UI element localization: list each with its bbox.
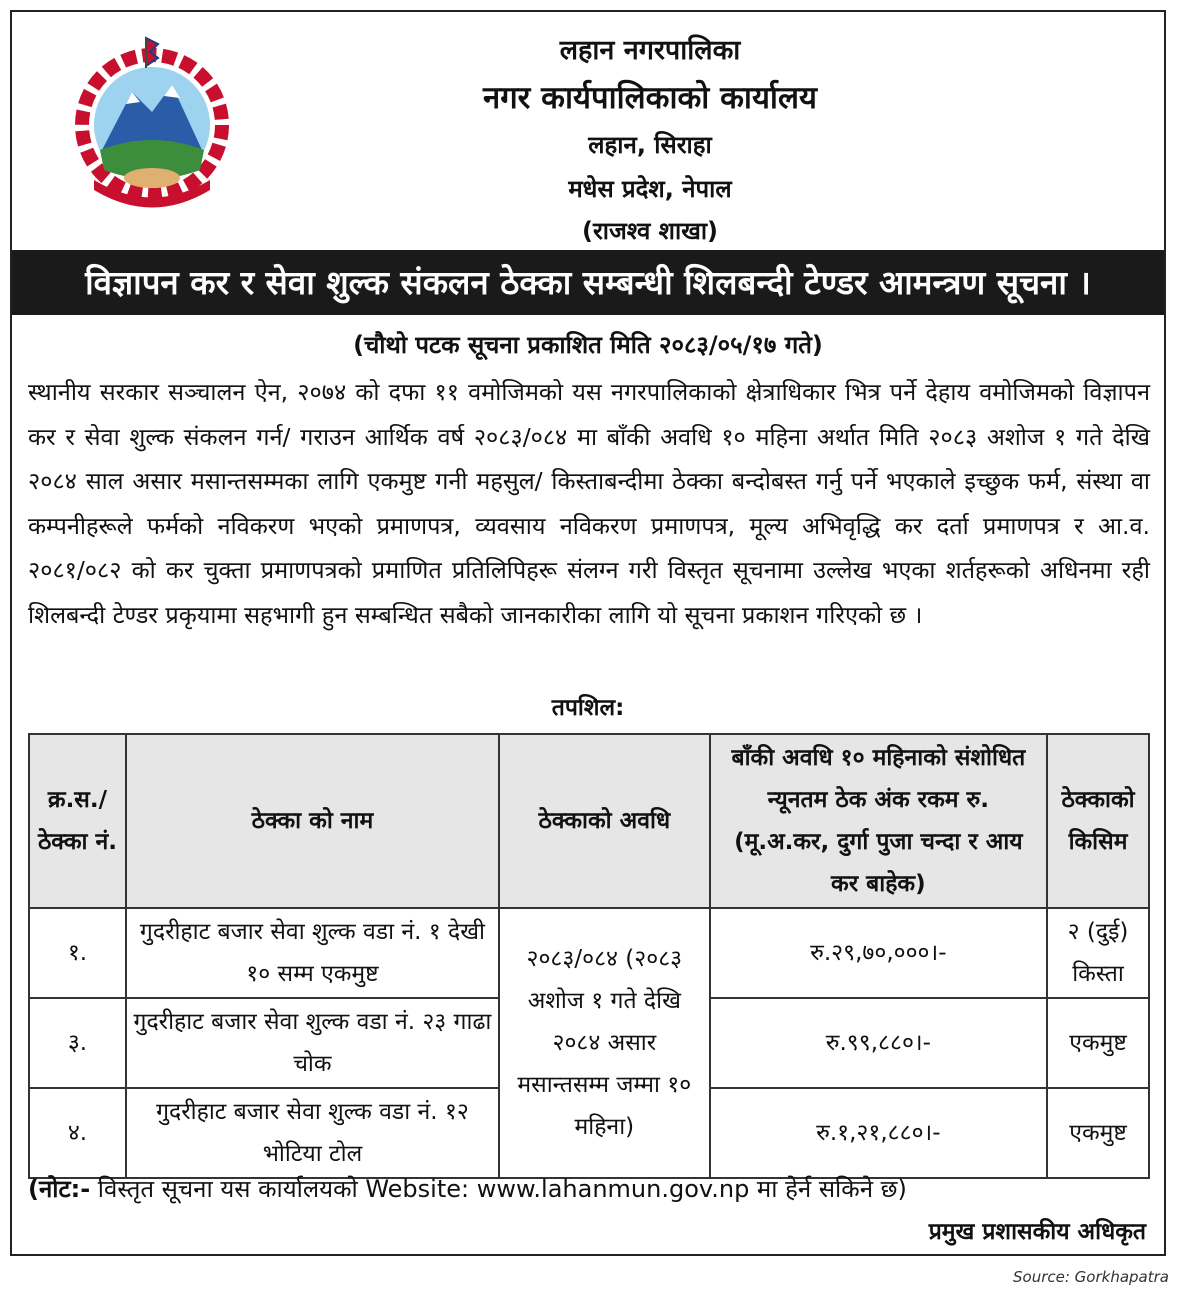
cell-name: गुदरीहाट बजार सेवा शुल्क वडा नं. १२ भोटिया टोल — [126, 1088, 499, 1178]
table-header-row — [29, 734, 1149, 908]
province-country: मधेस प्रदेश, नेपाल — [568, 175, 732, 203]
note-label: (नोट:- — [28, 1175, 91, 1203]
office-location: लहान, सिराहा — [588, 131, 712, 159]
municipality-name: लहान नगरपालिका — [559, 35, 741, 66]
header-sn: क्र.स./ ठेक्का नं. — [29, 734, 126, 908]
cell-sn: ३. — [29, 998, 126, 1088]
header-type: ठेक्काको किसिम — [1047, 734, 1149, 908]
publication-subtitle: (चौथो पटक सूचना प्रकाशित मिति २०८३/०५/१७ गते) — [353, 331, 823, 359]
note-text: विस्तृत सूचना यस कार्यालयको Website: www.lahanmun.gov.np मा हेर्न सकिने छ) — [90, 1175, 907, 1203]
cell-type: २ (दुई) किस्ता — [1047, 908, 1149, 998]
cell-name: गुदरीहाट बजार सेवा शुल्क वडा नं. २३ गाढा चोक — [126, 998, 499, 1088]
cell-sn: ४. — [29, 1088, 126, 1178]
cell-amount: रु.१,२१,८८०।- — [710, 1088, 1047, 1178]
details-heading: तपशिल: — [551, 695, 625, 721]
cell-type: एकमुष्ट — [1047, 1088, 1149, 1178]
cell-amount: रु.२९,७०,०००।- — [710, 908, 1047, 998]
cell-type: एकमुष्ट — [1047, 998, 1149, 1088]
cell-sn: १. — [29, 908, 126, 998]
notice-title-banner: विज्ञापन कर र सेवा शुल्क संकलन ठेक्का सम्बन्धी शिलबन्दी टेण्डर आमन्त्रण सूचना । — [12, 250, 1164, 315]
nepal-emblem-icon — [60, 30, 245, 215]
notice-body: स्थानीय सरकार सञ्चालन ऐन, २०७४ को दफा ११ वमोजिमको यस नगरपालिकाको क्षेत्राधिकार भित्र पर्ने देहाय वमोजिमको विज्ञापन कर र सेवा शुल्क संकलन गर्न/ गराउन आर्थिक वर्ष २०८३/०८४ मा बाँकी अवधि १० महिना अर्थात मिति २०८३ अशोज १ गते देखि २०८४ साल असार मसान्तसम्मका लागि एकमुष्ट गनी महसुल/ किस्ताबन्दीमा ठेक्का बन्दोबस्त गर्नु पर्ने भएकाले इच्छुक फर्म, संस्था वा कम्पनीहरूले फर्मको नविकरण भएको प्रमाणपत्र, व्यवसाय नविकरण प्रमाणपत्र, मूल्य अभिवृद्धि कर दर्ता प्रमाणपत्र र आ.व. २०८१/०८२ को कर चुक्ता प्रमाणपत्रको प्रमाणित प्रतिलिपिहरू संलग्न गरी विस्तृत सूचनामा उल्लेख भएका शर्तहरूको अधिनमा रही शिलबन्दी टेण्डर प्रकृयामा सहभागी हुन सम्बन्धित सबैको जानकारीका लागि यो सूचना प्रकाशन गरिएको छ । — [28, 378, 1150, 629]
cell-period: २०८३/०८४ (२०८३ अशोज १ गते देखि २०८४ असार मसान्तसम्म जम्मा १० महिना) — [499, 908, 710, 1178]
header-period: ठेक्काको अवधि — [499, 734, 710, 908]
source-credit: Source: Gorkhapatra — [1013, 1268, 1169, 1286]
tender-table — [28, 733, 1150, 1179]
website-note — [28, 1172, 1150, 1205]
branch-name: (राजश्व शाखा) — [581, 217, 719, 245]
signatory-title: प्रमुख प्रशासकीय अधिकृत — [928, 1219, 1146, 1245]
header-amount: बाँकी अवधि १० महिनाको संशोधित न्यूनतम ठेक अंक रकम रु. (मू.अ.कर, दुर्गा पुजा चन्दा र आय कर बाहेक) — [710, 734, 1047, 908]
header-name: ठेक्का को नाम — [126, 734, 499, 908]
cell-amount: रु.९९,८८०।- — [710, 998, 1047, 1088]
cell-name: गुदरीहाट बजार सेवा शुल्क वडा नं. १ देखी १० सम्म एकमुष्ट — [126, 908, 499, 998]
office-name: नगर कार्यपालिकाको कार्यालय — [483, 80, 817, 116]
table-row — [29, 908, 1149, 998]
